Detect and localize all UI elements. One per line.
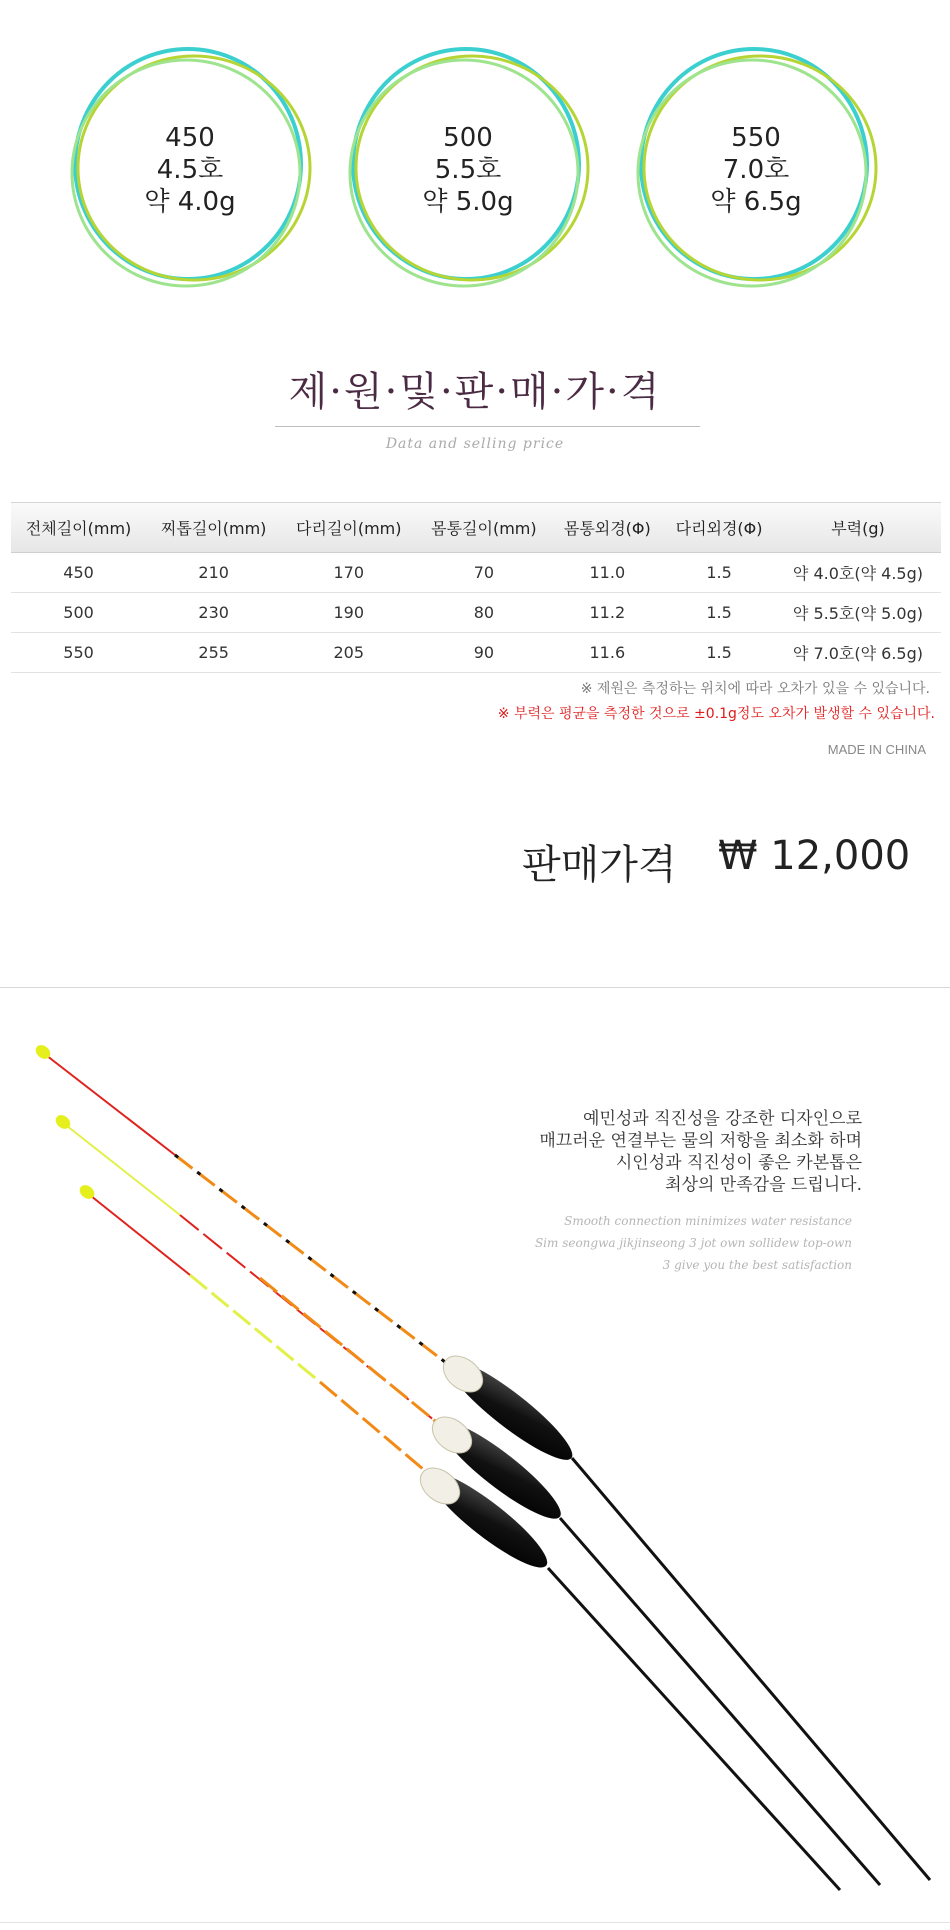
variant-label	[338, 40, 598, 300]
table-cell: 230	[146, 593, 281, 633]
header-body-length: 몸통길이(mm)	[416, 503, 551, 553]
header-body-diameter: 몸통외경(Φ)	[551, 503, 663, 553]
variant-circle-550	[626, 40, 886, 300]
table-cell: 205	[281, 633, 416, 673]
variant-label	[626, 40, 886, 300]
promo-description	[539, 1108, 862, 1196]
table-cell: 170	[281, 553, 416, 593]
table-cell: 11.0	[551, 553, 663, 593]
variant-circle-450	[60, 40, 320, 300]
table-cell: 210	[146, 553, 281, 593]
table-row	[11, 553, 941, 593]
table-cell: 1.5	[663, 553, 775, 593]
variant-weight: 약 4.0g	[144, 187, 236, 217]
table-cell: 1.5	[663, 633, 775, 673]
variant-size: 5.5호	[434, 155, 502, 185]
variant-length: 500	[443, 123, 493, 153]
variant-circles	[60, 40, 910, 300]
header-leg-diameter: 다리외경(Φ)	[663, 503, 775, 553]
table-cell: 80	[416, 593, 551, 633]
promo-line: 매끄러운 연결부는 물의 저항을 최소화 하며	[539, 1131, 862, 1151]
header-top-length: 찌톱길이(mm)	[146, 503, 281, 553]
section-subtitle: Data and selling price	[385, 436, 565, 452]
variant-size: 4.5호	[156, 155, 224, 185]
table-cell: 550	[11, 633, 146, 673]
table-row	[11, 633, 941, 673]
table-cell: 90	[416, 633, 551, 673]
table-header-row	[11, 503, 941, 553]
variant-weight: 약 6.5g	[710, 187, 802, 217]
table-cell: 11.6	[551, 633, 663, 673]
table-cell: 190	[281, 593, 416, 633]
promo-line: 시인성과 직진성이 좋은 카본톱은	[615, 1153, 862, 1173]
price-value: ₩ 12,000	[718, 833, 911, 879]
buoyancy-tolerance-note: ※ 부력은 평균을 측정한 것으로 ±0.1g정도 오차가 발생할 수 있습니다.	[497, 706, 935, 722]
promo-line: 최상의 만족감을 드립니다.	[665, 1175, 862, 1195]
promo-line-en: Sim seongwa jikjinseong 3 jot own sollidew top-own	[534, 1236, 852, 1250]
variant-length: 550	[731, 123, 781, 153]
variant-weight: 약 5.0g	[422, 187, 514, 217]
table-row	[11, 593, 941, 633]
spec-table	[11, 502, 941, 673]
table-cell: 약 4.0호(약 4.5g)	[775, 553, 941, 593]
promo-line-en: 3 give you the best satisfaction	[662, 1258, 852, 1272]
variant-label	[60, 40, 320, 300]
header-total-length: 전체길이(mm)	[11, 503, 146, 553]
table-cell: 255	[146, 633, 281, 673]
table-cell: 500	[11, 593, 146, 633]
bottom-divider	[0, 1922, 950, 1923]
float-550-icon	[77, 1182, 840, 1890]
section-title-divider	[275, 426, 700, 427]
section-title: 제·원·및·판·매·가·격	[288, 369, 662, 415]
table-cell: 450	[11, 553, 146, 593]
variant-circle-500	[338, 40, 598, 300]
variant-size: 7.0호	[722, 155, 790, 185]
table-cell: 1.5	[663, 593, 775, 633]
table-cell: 11.2	[551, 593, 663, 633]
made-in-label: MADE IN CHINA	[827, 742, 926, 757]
header-buoyancy: 부력(g)	[775, 503, 941, 553]
table-cell: 약 7.0호(약 6.5g)	[775, 633, 941, 673]
variant-length: 450	[165, 123, 215, 153]
section-divider	[0, 987, 950, 988]
header-leg-length: 다리길이(mm)	[281, 503, 416, 553]
promo-description-en	[535, 1210, 852, 1276]
table-cell: 70	[416, 553, 551, 593]
promo-line-en: Smooth connection minimizes water resistance	[564, 1214, 852, 1228]
table-cell: 약 5.5호(약 5.0g)	[775, 593, 941, 633]
promo-line: 예민성과 직진성을 강조한 디자인으로	[583, 1109, 862, 1129]
price-label: 판매가격	[522, 842, 677, 888]
spec-tolerance-note: ※ 제원은 측정하는 위치에 따라 오차가 있을 수 있습니다.	[580, 681, 930, 697]
